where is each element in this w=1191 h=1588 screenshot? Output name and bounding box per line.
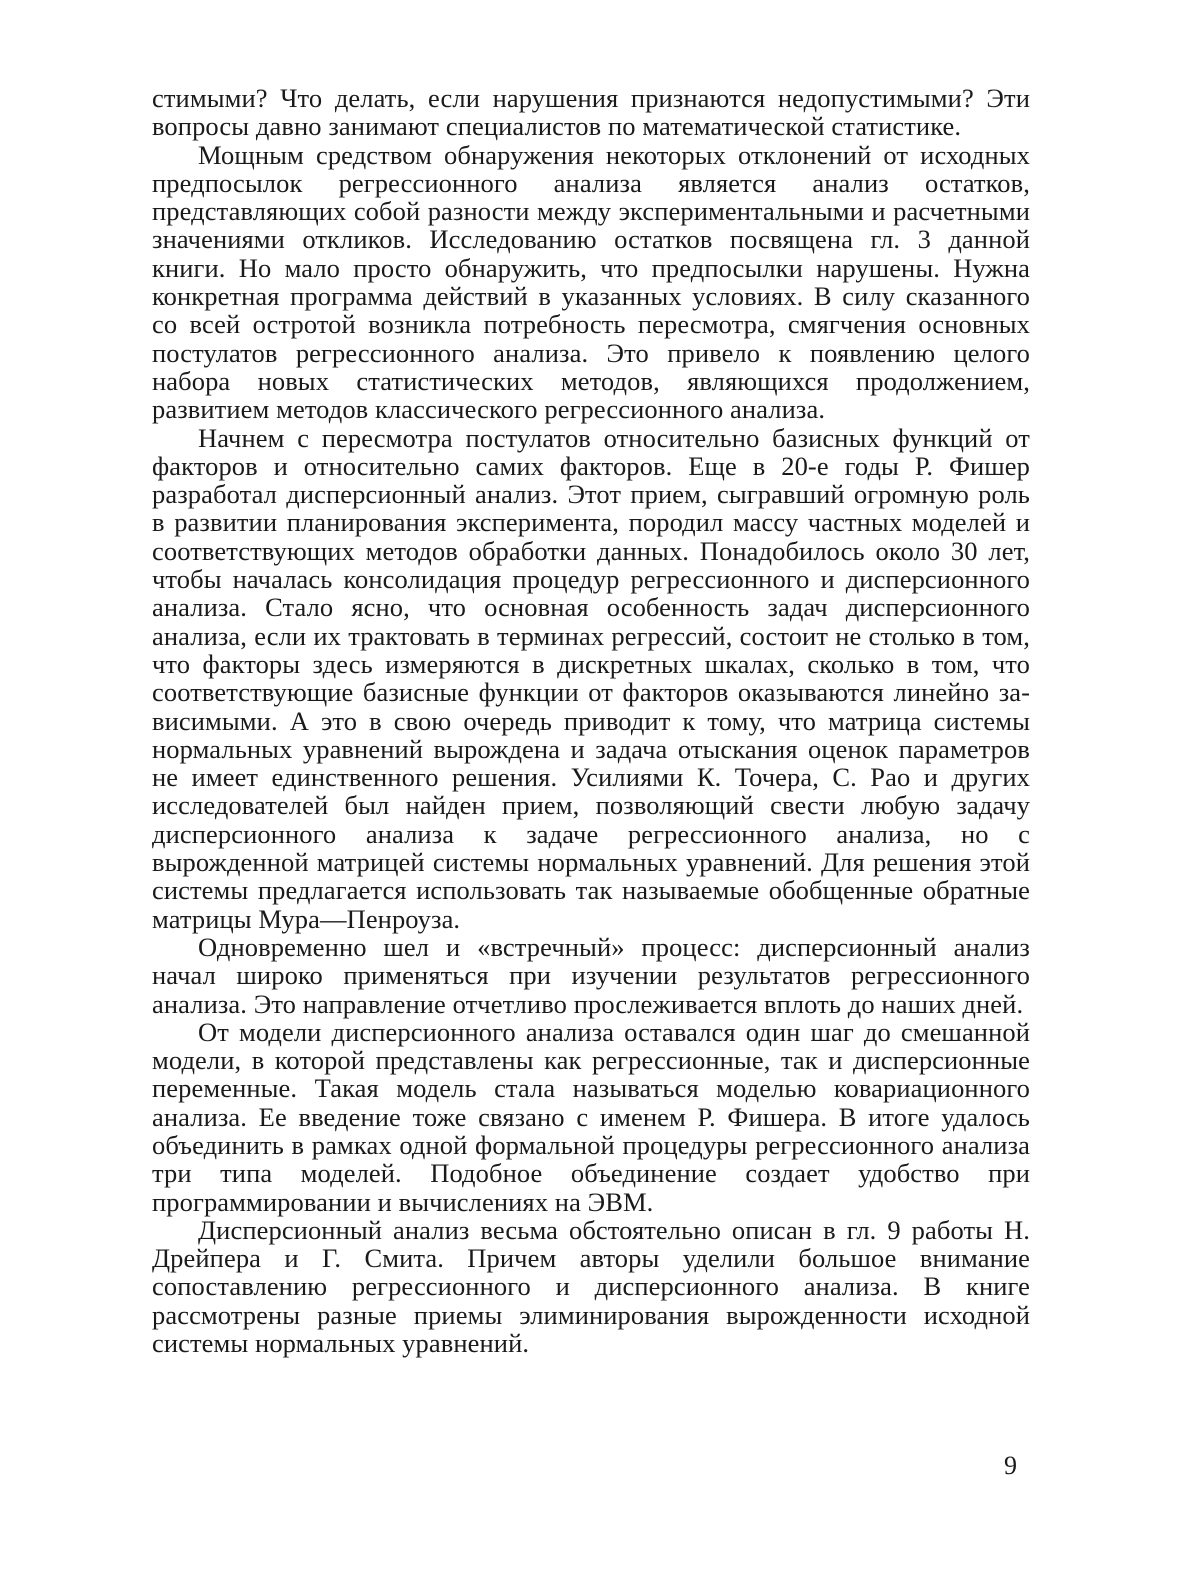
paragraph-counter-process: Одновременно шел и «встречный» процесс: дисперсионный анализ начал широко применяться при изучении результатов регрессионного анализа. Это направление отчетливо прослеживается вплоть до наших дней. xyxy=(152,931,1030,1019)
paragraph-continuation: стимыми? Что делать, если нарушения признаются недопустимыми? Эти вопросы давно занимают специалистов по математической статистике. xyxy=(152,83,1030,142)
paragraph-anova-history: Начнем с пересмотра постулатов относительно базисных функций от факторов и относительно самих факторов. Еще в 20-е годы Р. Фишер разработал дисперсионный анализ. Этот прием, сыгравший огромную роль в развитии планирования эксперимента, породил массу частных моделей и соответствующих методов обработки данных. Понадобилось около 30 лет, чтобы началась консолидация процедур регрессионного и дисперсионного анализа. Стало ясно, что основная особенность задач дисперсионного анализа, если их трактовать в терминах регрессий, состоит не столько в том, что факторы здесь измеряются в дискретных шкалах, сколько в том, что соответствующие базисные функции от факторов оказываются линейно зависимыми. А это в свою очередь приводит к тому, что матрица системы нормальных уравнений вырождена и задача отыскания оценок параметров не имеет единственного решения. Усилиями К. Точера, С. Рао и других исследователей был найден прием, позволяющий свести любую задачу дисперсионного анализа к задаче регрессионного анализа, но с вырожденной матрицей системы нормальных уравнений. Для решения этой системы предлагается использовать так называемые обобщенные обратные матрицы Мура—Пенроуза. xyxy=(152,422,1030,934)
page-body xyxy=(152,84,1030,1357)
paragraph-covariance-model: От модели дисперсионного анализа оставался один шаг до смешанной модели, в которой представлены как регрессионные, так и дисперсионные переменные. Такая модель стала называться моделью ковариационного анализа. Ее введение тоже связано с именем Р. Фишера. В итоге удалось объединить в рамках одной формальной процедуры регрессионного анализа три типа моделей. Подобное объединение создает удобство при программировании и вычислениях на ЭВМ. xyxy=(152,1016,1030,1217)
paragraph-draper-smith: Дисперсионный анализ весьма обстоятельно описан в гл. 9 работы Н. Дрейпера и Г. Смита. Причем авторы уделили большое внимание сопоставлению регрессионного и дисперсионного анализа. В книге рассмотрены разные приемы элиминирования вырожденности исходной системы нормальных уравнений. xyxy=(152,1214,1030,1359)
paragraph-residual-analysis: Мощным средством обнаружения некоторых отклонений от исходных предпосылок регрессионного анализа является анализ остатков, представляющих собой разности между экспериментальными и расчетными значениями откликов. Исследованию остатков посвящена гл. 3 данной книги. Но мало просто обнаружить, что предпосылки нарушены. Нужна конкретная программа действий в указанных условиях. В силу сказанного со всей остротой возникла потребность пересмотра, смягчения основных постулатов регрессионного анализа. Это привело к появлению целого набора новых статистических методов, являющихся продолжением, развитием методов классического регрессионного анализа. xyxy=(152,139,1030,425)
page-number: 9 xyxy=(1004,1451,1017,1480)
